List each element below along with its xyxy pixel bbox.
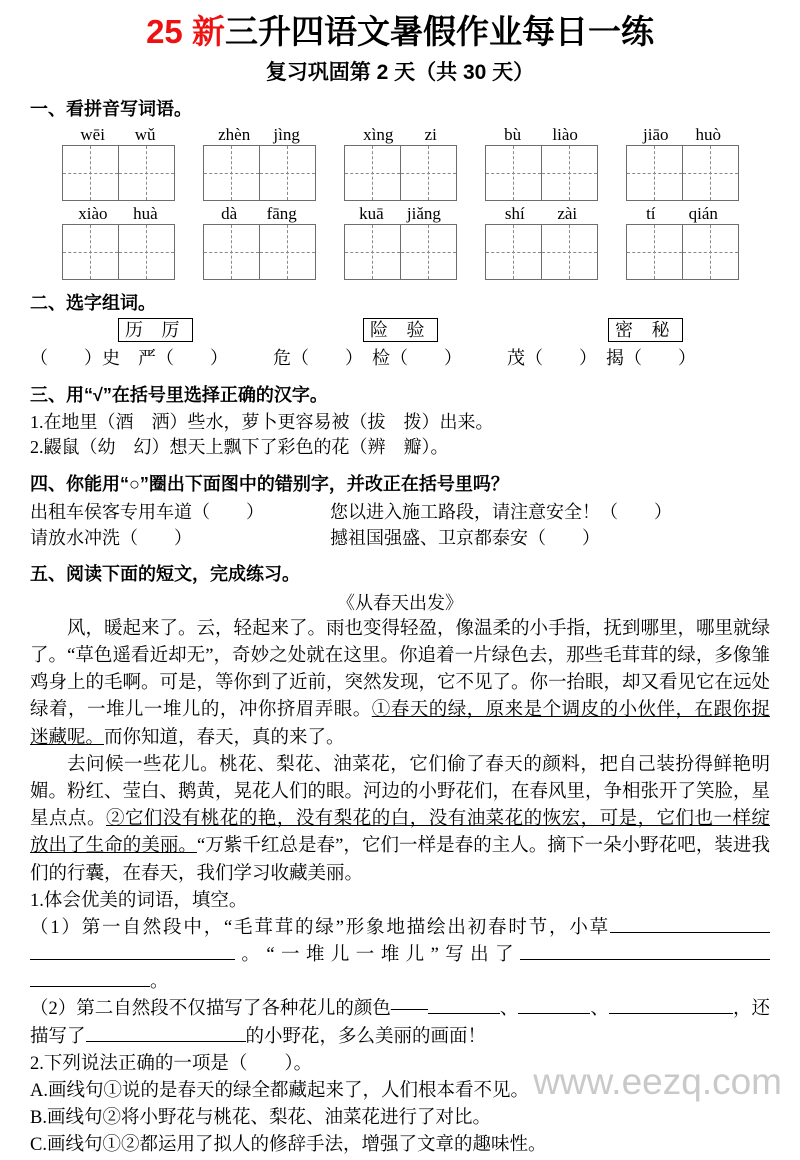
pinyin-cell-group: [344, 124, 457, 201]
question-text: 。: [150, 972, 169, 993]
pinyin-label: [203, 203, 316, 224]
tianzige-cell[interactable]: [627, 146, 683, 200]
page-subtitle: 复习巩固第 2 天（共 30 天）: [265, 60, 535, 84]
answer-blank[interactable]: [86, 1041, 246, 1042]
tianzige-cell[interactable]: [627, 225, 683, 279]
tianzige-cell[interactable]: [345, 225, 401, 279]
tianzige-cell[interactable]: [204, 225, 260, 279]
underlined-sentence-1: ①春天的绿，原来是个调皮的小伙伴，在跟你捉迷藏呢。: [30, 700, 770, 748]
pinyin-label: [344, 124, 457, 145]
pinyin-syllable: liào: [552, 124, 578, 144]
tianzige-pair[interactable]: [344, 145, 457, 201]
pinyin-label: [485, 124, 598, 145]
tianzige-cell[interactable]: [259, 225, 315, 279]
pinyin-syllable: zài: [557, 204, 578, 224]
answer-blank[interactable]: [518, 1013, 590, 1014]
worksheet-page: [0, 13, 800, 1156]
tianzige-pair[interactable]: [203, 224, 316, 280]
question-2-option-b[interactable]: B.画线句②将小野花与桃花、梨花、油菜花进行了对比。: [30, 1108, 491, 1129]
section-4-row: [30, 525, 770, 551]
tianzige-pair[interactable]: [485, 224, 598, 280]
answer-blank[interactable]: [681, 1013, 733, 1014]
pinyin-label: [626, 203, 739, 224]
tianzige-pair[interactable]: [626, 145, 739, 201]
page-title: [30, 14, 770, 51]
question-text: 。“一堆儿一堆儿”写出了: [235, 945, 520, 966]
char-option-box[interactable]: 险 验: [363, 318, 438, 342]
pinyin-syllable: xiào: [78, 204, 108, 224]
pinyin-label: [62, 203, 175, 224]
question-text: 、: [590, 999, 609, 1020]
pinyin-cell-group: [62, 124, 175, 201]
section-4-left-item[interactable]: 出租车侯客专用车道（ ）: [30, 501, 264, 522]
pinyin-cell-group: [485, 124, 598, 201]
pinyin-syllable: jìng: [273, 124, 300, 144]
section-4-right-item[interactable]: 您以进入施工路段，请注意安全！（ ）: [330, 501, 672, 522]
tianzige-cell[interactable]: [345, 146, 401, 200]
pinyin-cell-group: [626, 203, 739, 280]
pinyin-syllable: huò: [695, 124, 721, 144]
answer-blank[interactable]: [520, 959, 770, 960]
pinyin-grid-block: [30, 124, 770, 281]
pinyin-syllable: wēi: [80, 124, 105, 144]
pinyin-syllable: zi: [424, 124, 437, 144]
pinyin-syllable: fāng: [266, 204, 297, 224]
question-2-option-a[interactable]: A.画线句①说的是春天的绿全都藏起来了，人们根本看不见。: [30, 1081, 529, 1102]
answer-blank[interactable]: [30, 986, 150, 987]
pinyin-syllable: huà: [133, 204, 158, 224]
tianzige-pair[interactable]: [62, 224, 175, 280]
section-3-item[interactable]: 1.在地里（酒 洒）些水，萝卜更容易被（拔 拨）出来。: [30, 411, 494, 432]
question-2-option-c[interactable]: C.画线句①②都运用了拟人的修辞手法，增强了文章的趣味性。: [30, 1135, 547, 1156]
answer-blank[interactable]: [610, 932, 770, 933]
question-1-1: [30, 915, 770, 997]
paragraph-text: 而你知道，春天，真的来了。: [104, 727, 345, 748]
section-5-heading: 五、阅读下面的短文，完成练习。: [30, 563, 300, 584]
pinyin-syllable: jiāo: [643, 124, 669, 144]
section-3-heading: 三、用“√”在括号里选择正确的汉字。: [30, 384, 328, 405]
pinyin-cell-group: [62, 203, 175, 280]
char-option-box[interactable]: 历 厉: [118, 318, 193, 342]
tianzige-pair[interactable]: [485, 145, 598, 201]
pinyin-cell-group: [203, 124, 316, 201]
pinyin-cell-group: [203, 203, 316, 280]
section-3-item[interactable]: 2.鼹鼠（幼 幻）想天上飘下了彩色的花（辨 瓣）。: [30, 437, 449, 458]
section-1-heading: 一、看拼音写词语。: [30, 98, 192, 119]
paragraph-text: 去问候一些花儿。桃花、梨花、油菜花，它们偷了春天的颜料，把自己装扮得鲜艳明媚。粉红、莹白、鹅黄，晃花人们的眼。河边的小野花们，在春风里，争相张开了笑脸，星星点点。: [30, 754, 771, 830]
question-1-heading: 1.体会优美的词语，填空。: [30, 890, 248, 911]
tianzige-cell[interactable]: [682, 146, 738, 200]
char-option-box[interactable]: 密 秘: [608, 318, 683, 342]
tianzige-pair[interactable]: [62, 145, 175, 201]
tianzige-cell[interactable]: [486, 146, 542, 200]
section-4-row: [30, 499, 770, 525]
pinyin-cell-group: [485, 203, 598, 280]
section-4-left-item[interactable]: 请放水冲洗（ ）: [30, 527, 192, 548]
section-4-heading: 四、你能用“○”圈出下面图中的错别字，并改正在括号里吗？: [30, 473, 509, 494]
pinyin-label: [485, 203, 598, 224]
answer-blank[interactable]: [30, 959, 235, 960]
tianzige-cell[interactable]: [541, 225, 597, 279]
tianzige-cell[interactable]: [63, 225, 119, 279]
question-2-heading[interactable]: 2.下列说法正确的一项是（ ）。: [30, 1053, 313, 1074]
pinyin-row-1: [30, 124, 770, 201]
title-prefix: 25 新: [146, 13, 225, 50]
answer-blank[interactable]: [609, 1013, 681, 1014]
tianzige-cell[interactable]: [118, 225, 174, 279]
pinyin-syllable: jiǎng: [406, 204, 441, 224]
tianzige-cell[interactable]: [486, 225, 542, 279]
question-text: （2）第二自然段不仅描写了各种花儿的颜色——: [30, 999, 428, 1020]
pinyin-label: [344, 203, 457, 224]
section-4-right-item[interactable]: 撼祖国强盛、卫京都泰安（ ）: [330, 527, 600, 548]
story-paragraph-1: [30, 616, 770, 752]
pinyin-syllable: zhèn: [218, 124, 251, 144]
tianzige-cell[interactable]: [400, 146, 456, 200]
story-paragraph-2: [30, 752, 770, 888]
story-title: 《从春天出发》: [337, 592, 463, 613]
tianzige-cell[interactable]: [400, 225, 456, 279]
tianzige-cell[interactable]: [259, 146, 315, 200]
answer-blank[interactable]: [428, 1013, 500, 1014]
tianzige-pair[interactable]: [344, 224, 457, 280]
tianzige-cell[interactable]: [204, 146, 260, 200]
tianzige-cell[interactable]: [118, 146, 174, 200]
tianzige-pair[interactable]: [203, 145, 316, 201]
choose-char-boxes: [30, 318, 770, 344]
tianzige-cell[interactable]: [682, 225, 738, 279]
question-1-2: [30, 996, 770, 1050]
title-main-text: 三升四语文暑假作业每日一练: [224, 13, 654, 50]
tianzige-cell[interactable]: [541, 146, 597, 200]
page-content: [0, 14, 800, 1160]
choose-char-block: [30, 318, 770, 371]
paragraph-text: “万紫千红总是春”，它们一样是春的主人。摘下一朵小野花吧，装进我们的行囊，在春天，我们学习收藏美丽。: [30, 836, 770, 884]
pinyin-label: [203, 124, 316, 145]
paragraph-text: 风，暖起来了。云，轻起来了。雨也变得轻盈，像温柔的小手指，抚到哪里，哪里就绿了。“草色遥看近却无”，奇妙之处就在这里。你追着一片绿色去，那些毛茸茸的绿，多像雏鸡身上的毛啊。可是，等你到了近前，突然发现，它不见了。你一抬眼，却又看见它在远处绿着，一堆儿一堆儿的，冲你挤眉弄眼。: [30, 618, 771, 721]
pinyin-cell-group: [344, 203, 457, 280]
underlined-sentence-2: ②它们没有桃花的艳，没有梨花的白，没有油菜花的恢宏，可是，它们也一样绽放出了生命的美丽。: [30, 809, 770, 857]
pinyin-syllable: dà: [221, 204, 238, 224]
tianzige-cell[interactable]: [63, 146, 119, 200]
pinyin-syllable: shí: [504, 204, 525, 224]
section-2-heading: 二、选字组词。: [30, 293, 156, 314]
question-text: 的小野花，多么美丽的画面！: [245, 1026, 487, 1047]
pinyin-label: [626, 124, 739, 145]
pinyin-syllable: bù: [504, 124, 522, 144]
pinyin-syllable: qián: [688, 204, 718, 224]
tianzige-pair[interactable]: [626, 224, 739, 280]
question-text: （1）第一自然段中，“毛茸茸的绿”形象地描绘出初春时节，小草: [30, 917, 610, 938]
pinyin-row-2: [30, 203, 770, 280]
pinyin-syllable: kuā: [359, 204, 384, 224]
watermark: www.eezq.com: [533, 1061, 782, 1102]
pinyin-syllable: tí: [646, 204, 656, 224]
question-text: 、: [499, 999, 519, 1020]
pinyin-label: [62, 124, 175, 145]
pinyin-cell-group: [626, 124, 739, 201]
pinyin-syllable: xìng: [363, 124, 394, 144]
question-text: ，还描写了: [30, 999, 770, 1047]
pinyin-syllable: wǔ: [134, 124, 156, 144]
choose-char-answer-line[interactable]: （ ）史 严（ ） 危（ ） 检（ ） 茂（ ） 揭（ ）: [30, 348, 696, 369]
